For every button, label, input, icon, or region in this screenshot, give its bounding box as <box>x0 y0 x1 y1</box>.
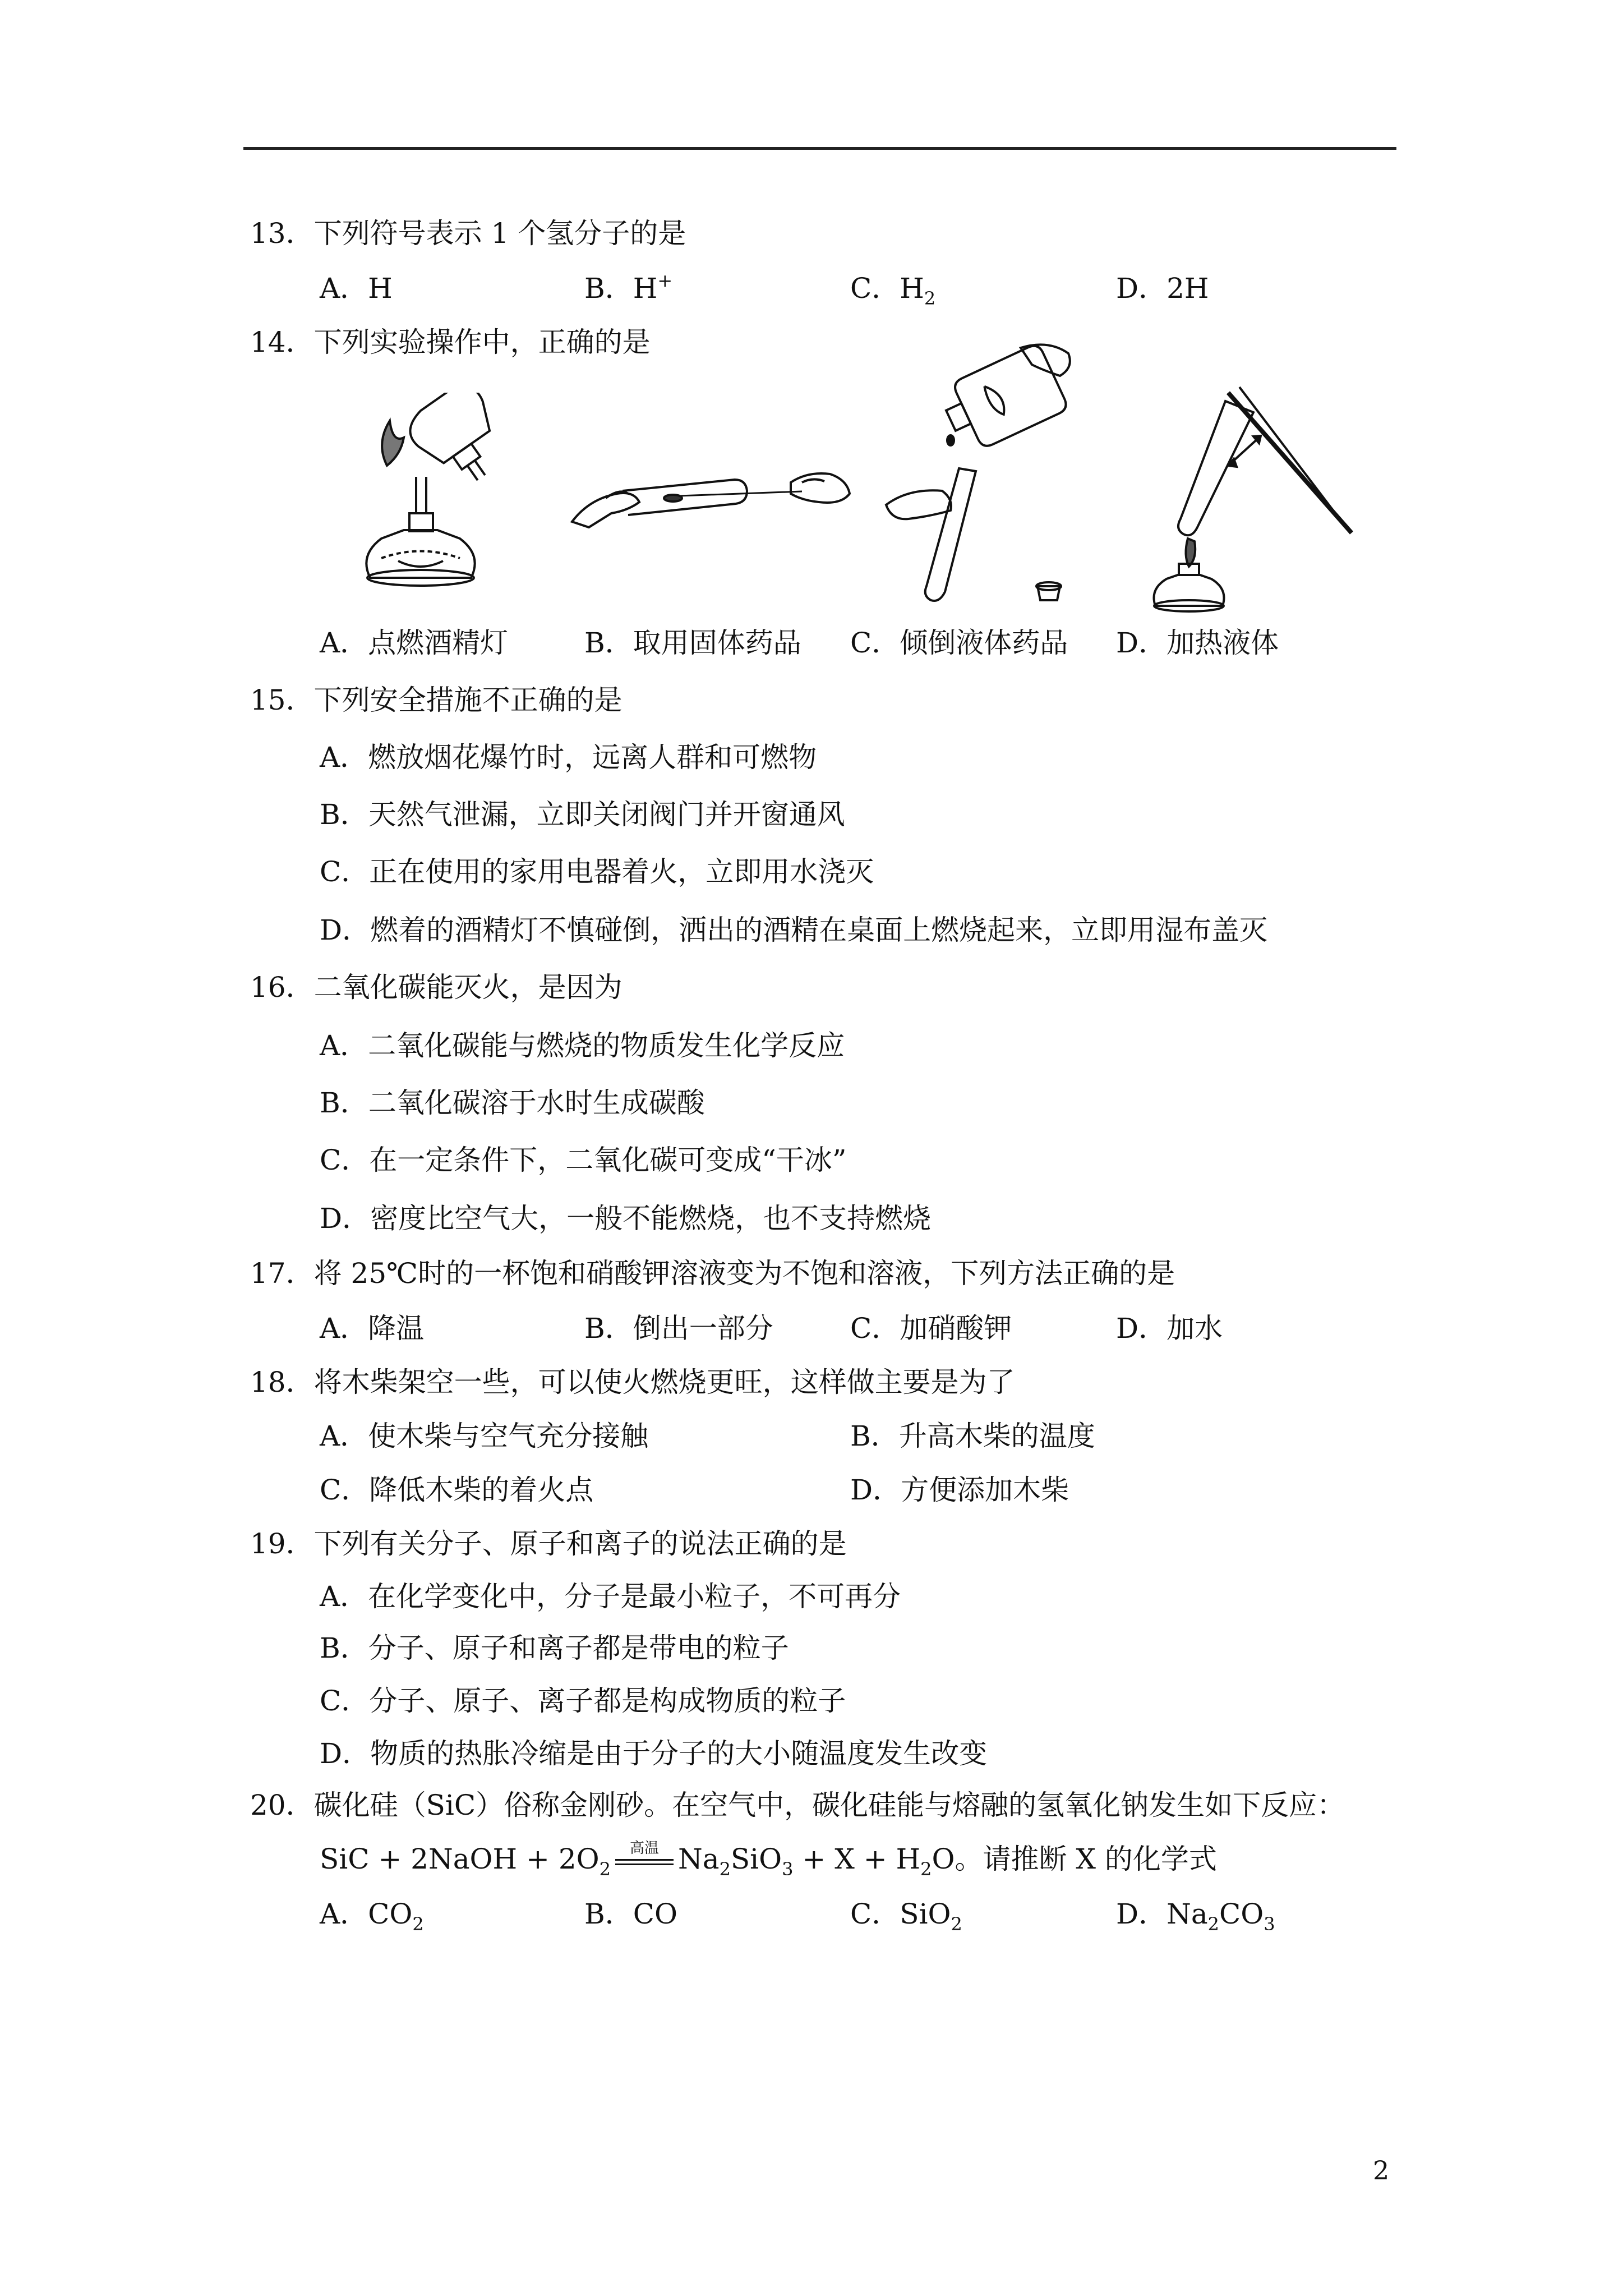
q15-option-b: B．天然气泄漏，立即关闭阀门并开窗通风 <box>320 798 845 831</box>
alcohol-lamp-lighting-icon <box>348 393 527 606</box>
q20-stem: 20．碳化硅（SiC）俗称金刚砂。在空气中，碳化硅能与熔融的氢氧化钠发生如下反应： <box>250 1789 1345 1821</box>
q13-option-a: A．H <box>320 272 393 305</box>
q16-option-c: C．在一定条件下，二氧化碳可变成“干冰” <box>320 1144 847 1176</box>
q20-option-a: A．$CO_2$ <box>320 1898 424 1935</box>
q14-stem: 14．下列实验操作中，正确的是 <box>250 326 651 358</box>
q17-option-c: C．加硝酸钾 <box>850 1312 1012 1345</box>
q14-option-a: A．点燃酒精灯 <box>320 627 509 659</box>
q17-stem: 17．将 25℃时的一杯饱和硝酸钾溶液变为不饱和溶液，下列方法正确的是 <box>250 1257 1175 1290</box>
q16-option-a: A．二氧化碳能与燃烧的物质发生化学反应 <box>320 1029 845 1062</box>
q13-option-b: B．H+ <box>584 270 673 305</box>
q14-option-d: D．加热液体 <box>1116 627 1279 659</box>
q15-option-a: A．燃放烟花爆竹时，远离人群和可燃物 <box>320 741 817 774</box>
solid-reagent-icon <box>566 449 858 550</box>
q17-option-a: A．降温 <box>320 1312 425 1345</box>
q18-option-b: B．升高木柴的温度 <box>850 1420 1095 1452</box>
q19-option-d: D．物质的热胀冷缩是由于分子的大小随温度发生改变 <box>320 1737 988 1770</box>
q18-option-a: A．使木柴与空气充分接触 <box>320 1420 649 1452</box>
q17-option-b: B．倒出一部分 <box>584 1312 773 1345</box>
q19-option-c: C．分子、原子、离子都是构成物质的粒子 <box>320 1685 846 1717</box>
page-number: 2 <box>1373 2155 1390 2185</box>
q20-option-c: C．SiO$_2$ <box>850 1898 962 1935</box>
q20-option-b: B．CO <box>584 1898 677 1930</box>
reaction-arrow: 高温 <box>611 1842 678 1876</box>
q19-stem: 19．下列有关分子、原子和离子的说法正确的是 <box>250 1527 847 1560</box>
q15-stem: 15．下列安全措施不正确的是 <box>250 684 623 716</box>
q14-option-c: C．倾倒液体药品 <box>850 627 1068 659</box>
q19-option-a: A．在化学变化中，分子是最小粒子，不可再分 <box>320 1580 901 1613</box>
q16-option-b: B．二氧化碳溶于水时生成碳酸 <box>320 1087 705 1119</box>
pouring-liquid-icon <box>875 337 1088 606</box>
heating-liquid-icon <box>1144 370 1357 617</box>
q20-option-d: D．$Na_2CO_3$ <box>1116 1898 1275 1935</box>
q18-stem: 18．将木柴架空一些，可以使火燃烧更旺，这样做主要是为了 <box>250 1366 1015 1398</box>
q13-option-c: C．$H_2$ <box>850 272 936 309</box>
q19-option-b: B．分子、原子和离子都是带电的粒子 <box>320 1632 789 1664</box>
q14-option-b: B．取用固体药品 <box>584 627 801 659</box>
q13-stem: 13．下列符号表示 1 个氢分子的是 <box>250 217 686 250</box>
header-rule <box>243 147 1396 150</box>
q18-option-d: D．方便添加木柴 <box>850 1474 1069 1506</box>
q13-option-d: D．2H <box>1116 272 1209 305</box>
q17-option-d: D．加水 <box>1116 1312 1223 1345</box>
q18-option-c: C．降低木柴的着火点 <box>320 1474 594 1506</box>
q16-stem: 16．二氧化碳能灭火，是因为 <box>250 971 623 1004</box>
q16-option-d: D．密度比空气大，一般不能燃烧，也不支持燃烧 <box>320 1202 932 1235</box>
q15-option-c: C．正在使用的家用电器着火，立即用水浇灭 <box>320 855 874 888</box>
q20-equation: SiC + 2NaOH + $2O_2$ 高温 $Na_2SiO_3 + X + H_2O$。请推断 X 的化学式 <box>320 1840 1217 1880</box>
q15-option-d: D．燃着的酒精灯不慎碰倒，洒出的酒精在桌面上燃烧起来，立即用湿布盖灭 <box>320 914 1268 946</box>
